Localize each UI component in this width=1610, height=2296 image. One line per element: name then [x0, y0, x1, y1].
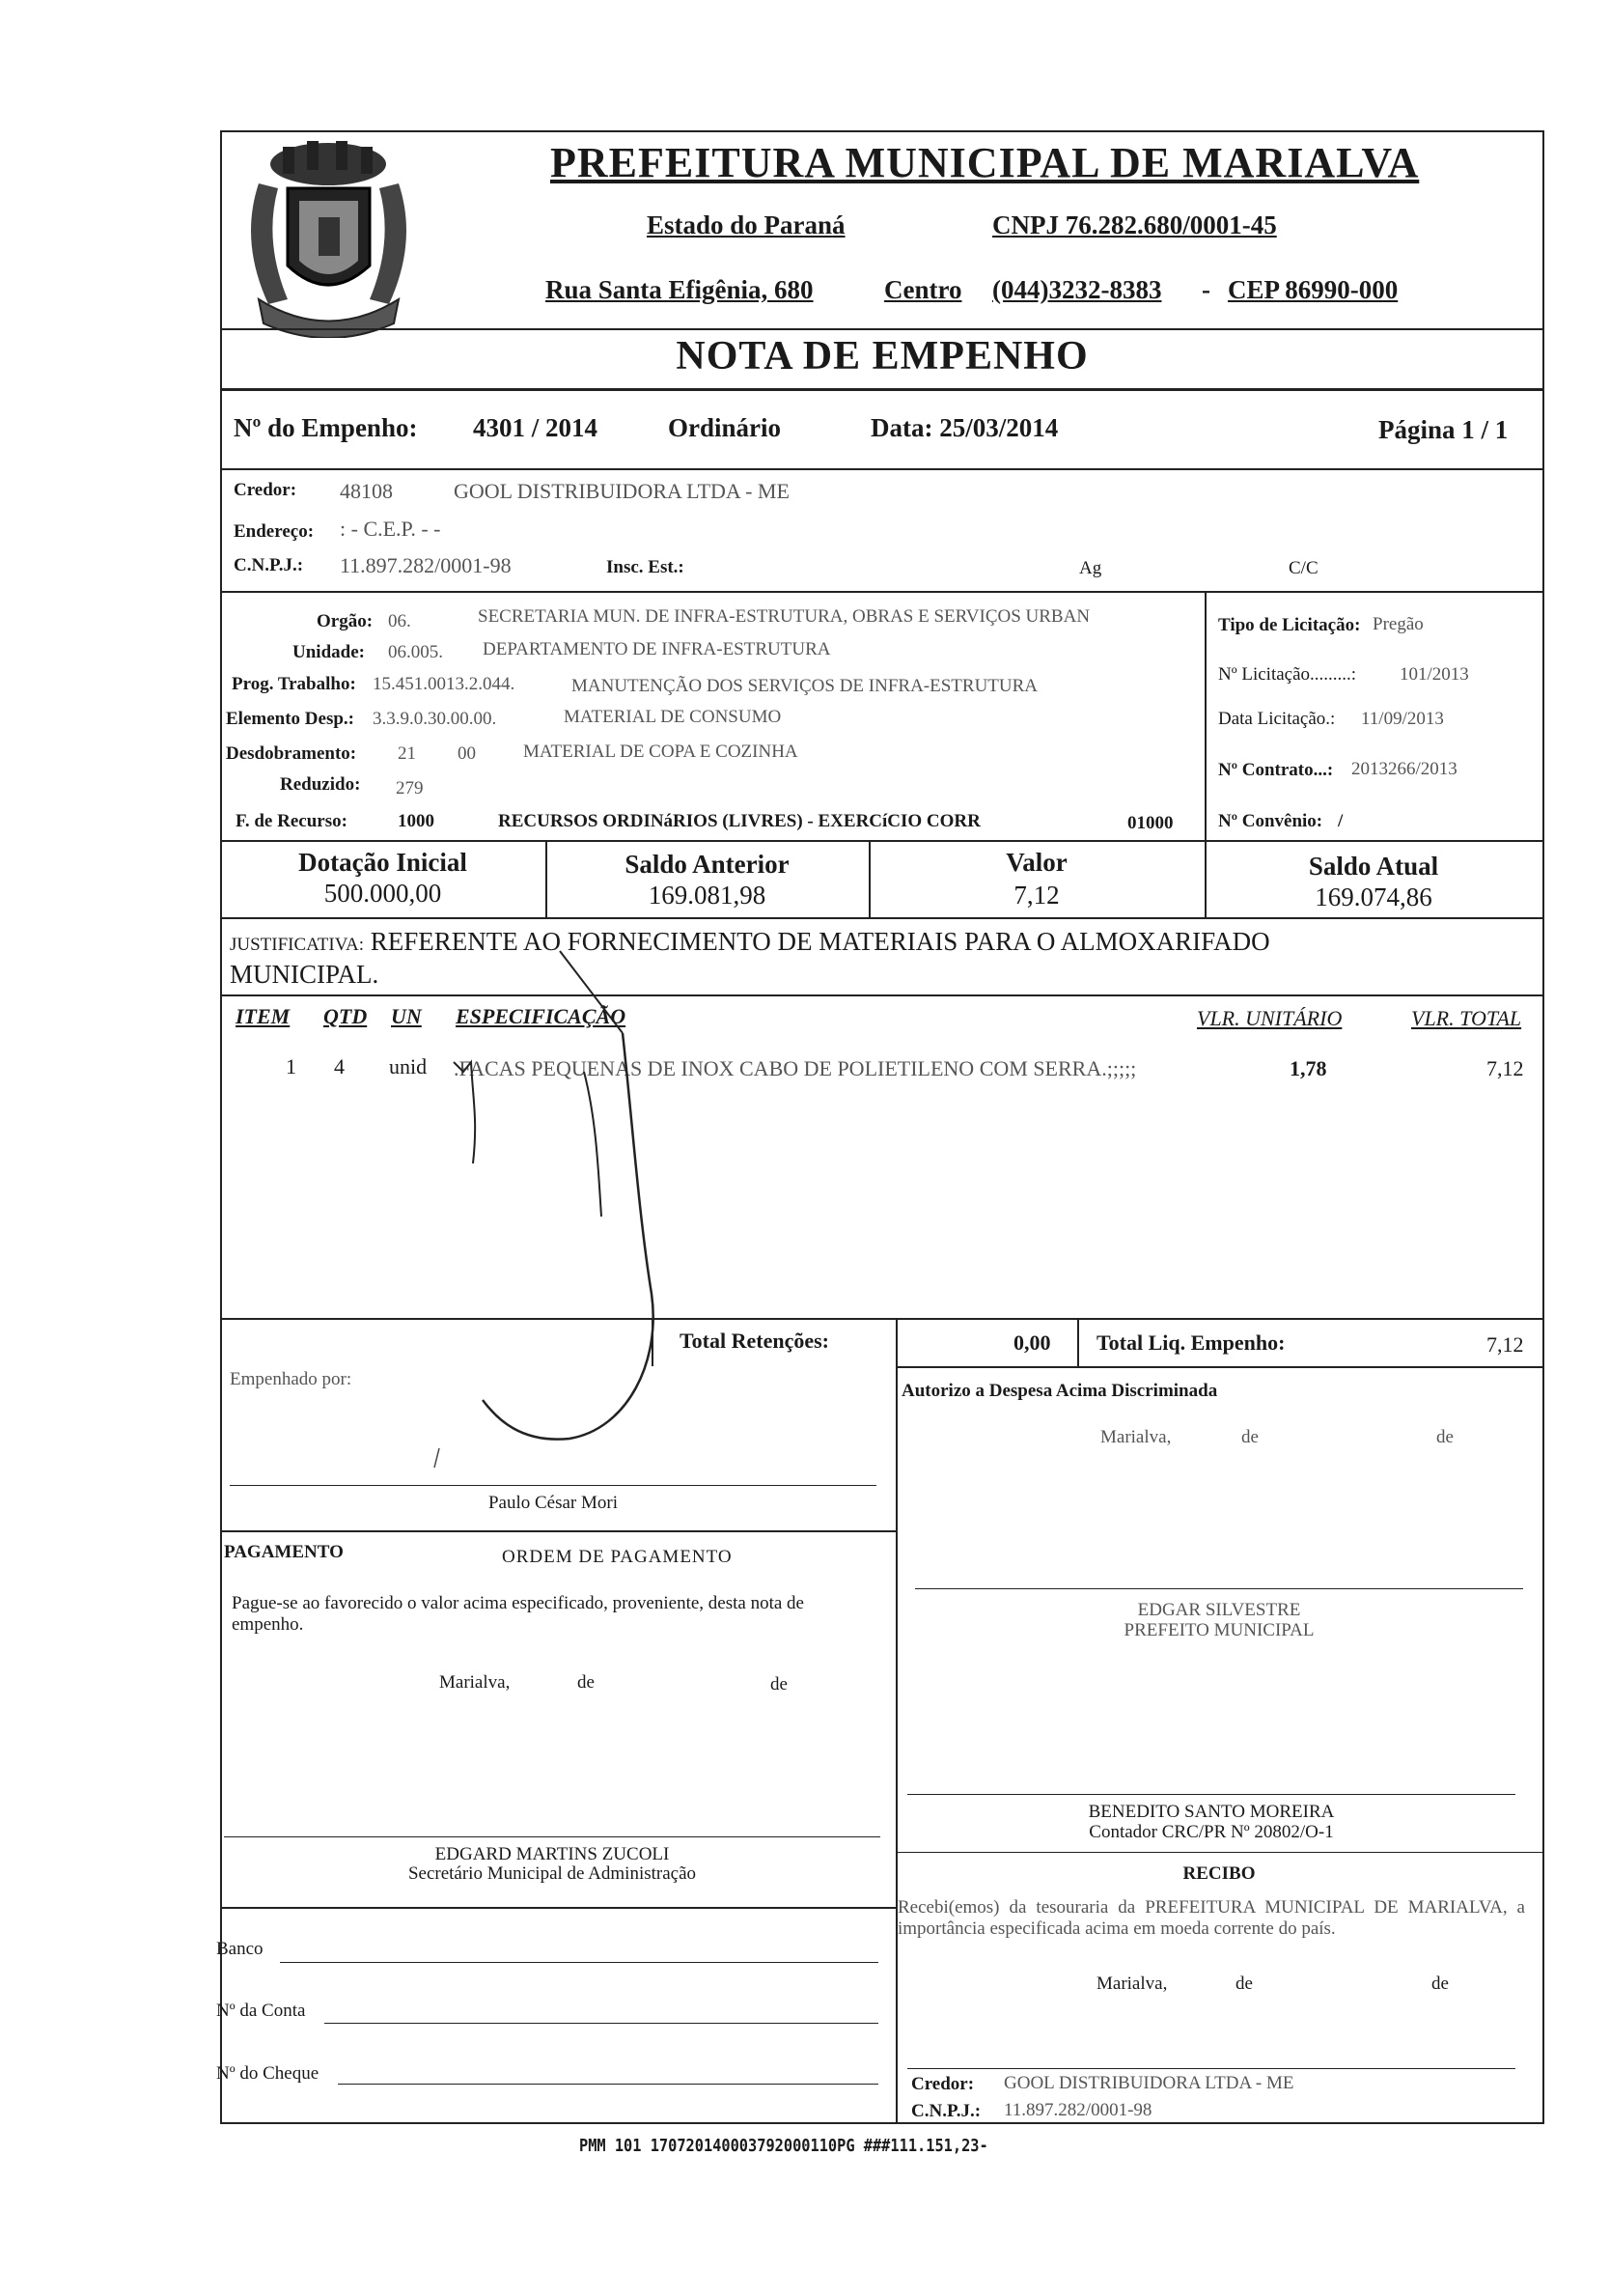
banco-label: Banco — [216, 1939, 264, 1959]
state-label: Estado do Paraná — [647, 210, 846, 239]
valor-value: 7,12 — [1013, 881, 1060, 910]
saldo-anterior-label: Saldo Anterior — [625, 850, 790, 879]
recibo-credor-value: GOOL DISTRIBUIDORA LTDA - ME — [1004, 2073, 1294, 2093]
recibo-text: Recebi(emos) da tesouraria da PREFEITURA MUNICIPAL DE MARIALVA, a importância especificada acima em moeda corrente do país. — [898, 1897, 1525, 1939]
elemento-code: 3.3.9.0.30.00.00. — [373, 709, 497, 729]
insc-est-label: Insc. Est.: — [606, 557, 684, 577]
dotacao-value: 500.000,00 — [323, 879, 442, 908]
prog-trabalho-label: Prog. Trabalho: — [232, 674, 356, 694]
reduzido-label: Reduzido: — [280, 774, 361, 795]
secretario-name: EDGARD MARTINS ZUCOLI — [434, 1844, 670, 1864]
desdobramento-desc: MATERIAL DE COPA E COZINHA — [523, 742, 798, 762]
endereco-label: Endereço: — [234, 521, 315, 542]
justificativa-text-1: REFERENTE AO FORNECIMENTO DE MATERIAIS PARA O ALMOXARIFADO — [370, 927, 1270, 956]
liq-empenho-value: 7,12 — [1486, 1332, 1524, 1357]
prog-trabalho-code: 15.451.0013.2.044. — [373, 674, 515, 694]
endereco-value: : - C.E.P. - - — [340, 517, 441, 541]
empenho-type: Ordinário — [668, 413, 782, 442]
data-licitacao-value: 11/09/2013 — [1361, 709, 1444, 729]
empenho-label: Nº do Empenho: — [234, 413, 418, 442]
recurso-label: F. de Recurso: — [236, 811, 347, 831]
justificativa-text-2: MUNICIPAL. — [230, 960, 379, 989]
saldo-atual-value: 169.074,86 — [1315, 882, 1432, 911]
item-qty: 4 — [334, 1054, 345, 1078]
unidade-desc: DEPARTAMENTO DE INFRA-ESTRUTURA — [483, 639, 831, 659]
dotacao-label: Dotação Inicial — [298, 848, 467, 877]
conta-label: Nº da Conta — [216, 2001, 306, 2021]
agency-label: Ag — [1079, 558, 1102, 578]
unidade-label: Unidade: — [292, 642, 365, 662]
item-total-value: 7,12 — [1486, 1056, 1524, 1080]
municipality-title: PREFEITURA MUNICIPAL DE MARIALVA — [550, 139, 1420, 186]
pagamento-label: PAGAMENTO — [224, 1542, 344, 1562]
reduzido-value: 279 — [396, 778, 424, 798]
elemento-desc: MATERIAL DE CONSUMO — [564, 707, 782, 727]
empenhado-name: Paulo César Mori — [487, 1493, 619, 1513]
orgao-label: Orgão: — [317, 611, 374, 631]
autorizo-city: Marialva, — [1100, 1427, 1172, 1447]
dash-separator: - — [1202, 275, 1210, 304]
recurso-code-2: 01000 — [1127, 813, 1174, 833]
document-title: NOTA DE EMPENHO — [676, 334, 1089, 378]
district-label: Centro — [884, 275, 962, 304]
recibo-cnpj-value: 11.897.282/0001-98 — [1004, 2100, 1152, 2120]
contador-title: Contador CRC/PR Nº 20802/O-1 — [1089, 1822, 1334, 1842]
convenio-value: / — [1338, 811, 1344, 831]
ordem-pagamento-label: ORDEM DE PAGAMENTO — [502, 1547, 733, 1567]
col-header-total-value: VLR. TOTAL — [1411, 1006, 1522, 1030]
elemento-label: Elemento Desp.: — [226, 709, 354, 729]
saldo-atual-label: Saldo Atual — [1308, 852, 1439, 881]
col-header-unit-value: VLR. UNITÁRIO — [1197, 1006, 1343, 1030]
desdobramento-label: Desdobramento: — [226, 743, 357, 764]
col-header-qtd: QTD — [323, 1004, 368, 1028]
empenho-date: Data: 25/03/2014 — [871, 413, 1059, 442]
footer-code: PMM 101 170720140003792000110PG ###111.151,23- — [579, 2136, 988, 2156]
orgao-code: 06. — [388, 611, 411, 631]
cheque-label: Nº do Cheque — [216, 2063, 319, 2084]
cnpj-credor-value: 11.897.282/0001-98 — [340, 553, 512, 577]
secretario-title: Secretário Municipal de Administração — [407, 1863, 697, 1884]
tipo-licitacao-label: Tipo de Licitação: — [1218, 615, 1361, 635]
page-number: Página 1 / 1 — [1378, 415, 1509, 444]
autorizo-de-2: de — [1436, 1427, 1454, 1447]
credor-name: GOOL DISTRIBUIDORA LTDA - ME — [454, 479, 790, 503]
contrato-label: Nº Contrato...: — [1218, 760, 1334, 780]
municipal-coat-of-arms — [239, 135, 418, 338]
account-label: C/C — [1289, 558, 1319, 578]
valor-label: Valor — [1006, 848, 1068, 877]
retencoes-value: 0,00 — [1013, 1330, 1051, 1355]
item-unit-value: 1,78 — [1290, 1056, 1327, 1080]
recibo-city: Marialva, — [1096, 1974, 1168, 1994]
pague-text: Pague-se ao favorecido o valor acima especificado, proveniente, desta nota de empenho. — [232, 1593, 804, 1635]
recurso-code: 1000 — [398, 811, 434, 831]
convenio-label: Nº Convênio: — [1218, 811, 1323, 831]
recibo-credor-label: Credor: — [911, 2074, 975, 2094]
credor-label: Credor: — [234, 480, 297, 500]
saldo-anterior-value: 169.081,98 — [648, 881, 766, 910]
empenho-number: 4301 / 2014 — [473, 413, 598, 442]
contador-name: BENEDITO SANTO MOREIRA — [1088, 1802, 1335, 1822]
prefeito-name: EDGAR SILVESTRE — [1137, 1600, 1301, 1620]
num-licitacao-label: Nº Licitação.........: — [1218, 664, 1357, 685]
cnpj-credor-label: C.N.P.J.: — [234, 555, 304, 575]
retencoes-label: Total Retenções: — [680, 1329, 829, 1353]
liq-empenho-label: Total Liq. Empenho: — [1096, 1330, 1286, 1355]
recibo-de-1: de — [1235, 1974, 1253, 1994]
data-licitacao-label: Data Licitação.: — [1218, 709, 1336, 729]
prog-trabalho-desc: MANUTENÇÃO DOS SERVIÇOS DE INFRA-ESTRUTURA — [571, 676, 1039, 696]
num-licitacao-value: 101/2013 — [1400, 664, 1469, 685]
handwritten-signature — [425, 927, 714, 1487]
orgao-desc: SECRETARIA MUN. DE INFRA-ESTRUTURA, OBRAS E SERVIÇOS URBAN — [478, 606, 1091, 627]
phone-label: (044)3232-8383 — [992, 275, 1162, 304]
prefeito-title: PREFEITO MUNICIPAL — [1124, 1620, 1315, 1640]
item-number: 1 — [286, 1054, 296, 1078]
unidade-code: 06.005. — [388, 642, 443, 662]
empenhado-label: Empenhado por: — [230, 1369, 352, 1389]
cnpj-label: CNPJ 76.282.680/0001-45 — [992, 210, 1277, 239]
justificativa-label: JUSTIFICATIVA: — [230, 935, 365, 955]
desdobramento-sub: 00 — [458, 743, 476, 764]
pague-de-1: de — [577, 1672, 595, 1693]
autorizo-label: Autorizo a Despesa Acima Discriminada — [902, 1381, 1218, 1401]
recibo-title: RECIBO — [1182, 1863, 1256, 1884]
recurso-desc: RECURSOS ORDINáRIOS (LIVRES) - EXERCíCIO CORR — [498, 811, 981, 831]
autorizo-de-1: de — [1241, 1427, 1259, 1447]
credor-code: 48108 — [340, 479, 393, 503]
desdobramento-code: 21 — [398, 743, 416, 764]
pague-city: Marialva, — [439, 1672, 511, 1693]
item-unit: unid — [389, 1054, 428, 1078]
contrato-value: 2013266/2013 — [1351, 759, 1457, 779]
street-label: Rua Santa Efigênia, 680 — [545, 275, 814, 304]
col-header-item: ITEM — [236, 1004, 291, 1028]
recibo-cnpj-label: C.N.P.J.: — [911, 2101, 982, 2121]
col-header-spec: ESPECIFICAÇÃO — [456, 1004, 626, 1028]
pague-de-2: de — [770, 1674, 788, 1694]
cep-label: CEP 86990-000 — [1228, 275, 1399, 304]
item-spec: .FACAS PEQUENAS DE INOX CABO DE POLIETILENO COM SERRA.;;;;; — [454, 1056, 1137, 1080]
col-header-un: UN — [391, 1004, 422, 1028]
tipo-licitacao-value: Pregão — [1373, 614, 1424, 634]
recibo-de-2: de — [1431, 1974, 1449, 1994]
